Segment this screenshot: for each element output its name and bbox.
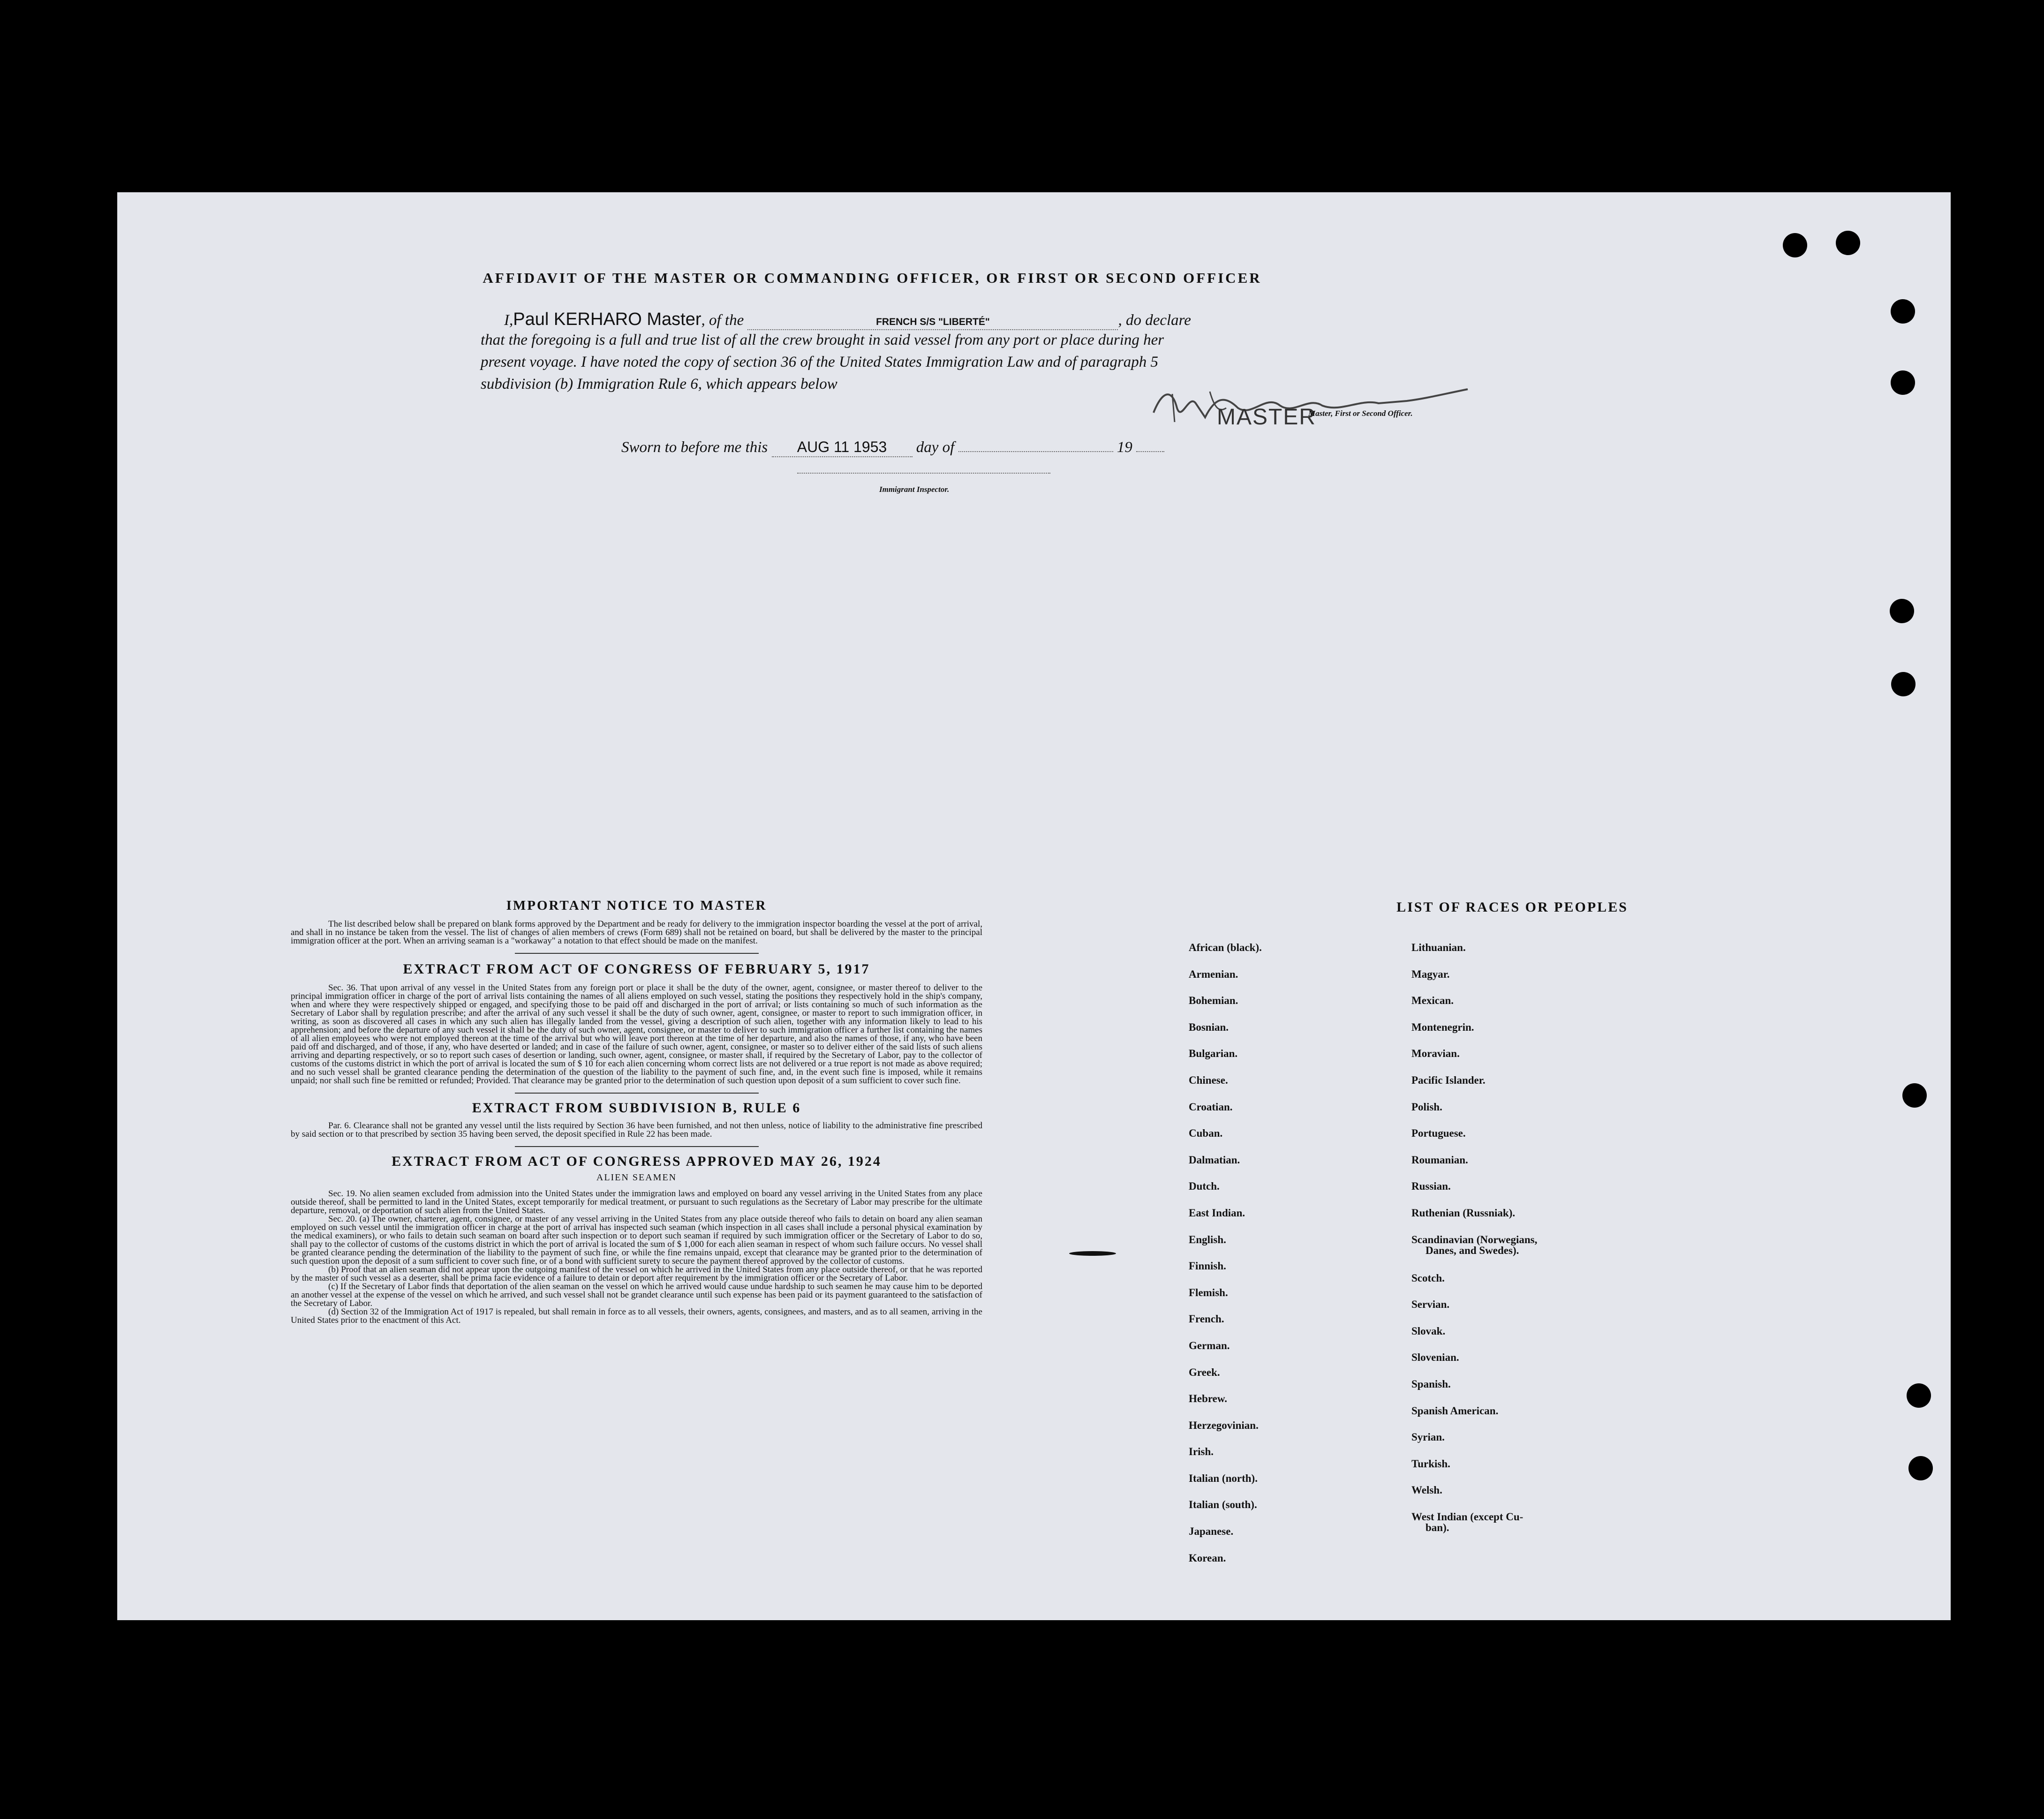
race-item: Bosnian. <box>1189 1021 1229 1033</box>
act-1917-title: EXTRACT FROM ACT OF CONGRESS OF FEBRUARY 5, 1917 <box>403 961 870 977</box>
race-item: Italian (north). <box>1189 1472 1258 1484</box>
ink-smudge <box>1069 1251 1116 1256</box>
sworn-date: AUG 11 1953 <box>797 438 887 455</box>
inspector-signature-line <box>797 473 1050 474</box>
sworn-year: 19 <box>1116 439 1132 456</box>
divider <box>515 1146 759 1147</box>
race-item: Montenegrin. <box>1411 1021 1474 1033</box>
race-item: Finnish. <box>1189 1260 1226 1272</box>
race-item: Pacific Islander. <box>1411 1074 1486 1086</box>
race-item: Dalmatian. <box>1189 1154 1240 1166</box>
race-item: ban). <box>1426 1521 1449 1533</box>
rule-6-title: EXTRACT FROM SUBDIVISION B, RULE 6 <box>472 1100 801 1116</box>
inspector-caption: Immigrant Inspector. <box>879 485 950 494</box>
notice-text: The list described below shall be prepared on blank forms approved by the Department and be ready for delivery to the immigration inspector boarding the vessel at the port of arrival, and shall in no instance be taken from the vessel. The list of changes of alien members of crews (Form 689) shall not be retained on board, but shall be delivered by the master to the principal immigration officer at the port. When an arriving seaman is a "workaway" a notation to that effect should be made on the manifest. <box>291 919 982 946</box>
race-item: Irish. <box>1189 1446 1214 1458</box>
act-1924-sec20a: Sec. 20. (a) The owner, charterer, agent, consignee, or master of any vessel arriving in the United States from any place outside thereof who fails to detain on board any alien seaman employed on such vessel until the immigration officer in charge at the port of arrival has inspected such seaman (which inspection in all cases shall include a personal physical examination by the medical examiners), or who fails to detain such seaman on board after such inspection or to deport such seaman if required by such immigration officer or the Secretary of Labor to do so, shall pay to the collector of customs of the customs district in which the port of arrival is located the sum of $ 1,000 for each alien seaman in respect of whom such failure occurs. No vessel shall be granted clearance pending the determination of the liability to the payment of such fine, or while the fine remains unpaid, except that clearance may be granted prior to the determination of such question upon the deposit of a sum sufficient to cover such fine, or of a bond with sufficient surety to secure the payment thereof approved by the collector of customs. <box>291 1214 982 1266</box>
punch-hole <box>1891 672 1916 696</box>
punch-hole <box>1907 1383 1931 1408</box>
race-item: Servian. <box>1411 1298 1450 1311</box>
master-name: Paul KERHARO Master <box>513 309 701 329</box>
race-item: German. <box>1189 1339 1230 1351</box>
rule-6-text: Par. 6. Clearance shall not be granted any vessel until the lists required by Section 36 have been furnished, and not then unless, notice of liability to the administrative fine prescribed by said section or to that prescribed by section 35 having been served, the deposit specified in Rule 22 has been made. <box>291 1121 982 1139</box>
notice-title: IMPORTANT NOTICE TO MASTER <box>506 898 767 913</box>
race-item: Bohemian. <box>1189 995 1238 1007</box>
affidavit-title: AFFIDAVIT OF THE MASTER OR COMMANDING OFFICER, OR FIRST OR SECOND OFFICER <box>483 270 1262 286</box>
act-1924-sec20c: (c) If the Secretary of Labor finds that deportation of the alien seaman on the vessel on which he arrived would cause undue hardship to such seamen he may cause him to be deported an another vessel at the expense of the vessel on which he arrived, and such vessel shall not be grandet clearance until such expense has been paid or its payment guaranteed to the satisfaction of the Secretary of Labor. <box>291 1282 982 1308</box>
race-item: Chinese. <box>1189 1074 1228 1086</box>
signature-caption: Master, First or Second Officer. <box>1308 409 1413 418</box>
declaration-line-3: present voyage. I have noted the copy of section 36 of the United States Immigration Law and of paragraph 5 <box>481 354 1159 370</box>
punch-hole <box>1783 233 1807 257</box>
sworn-day-of: day of <box>916 439 955 456</box>
races-title: LIST OF RACES OR PEOPLES <box>1396 899 1628 915</box>
race-item: Dutch. <box>1189 1180 1220 1193</box>
race-item: Mexican. <box>1411 995 1454 1007</box>
divider <box>515 953 759 954</box>
race-item: French. <box>1189 1313 1224 1325</box>
declaration-end: , do declare <box>1118 312 1191 329</box>
race-item: Italian (south). <box>1189 1499 1257 1511</box>
declaration-connector: , of the <box>701 312 744 329</box>
notice-column <box>291 898 982 1325</box>
race-item: English. <box>1189 1233 1226 1245</box>
race-item: West Indian (except Cu- <box>1411 1510 1524 1523</box>
act-1924-subtitle: ALIEN SEAMEN <box>596 1172 677 1183</box>
race-item: Flemish. <box>1189 1286 1228 1298</box>
divider <box>515 1093 759 1094</box>
race-item: Bulgarian. <box>1189 1048 1238 1060</box>
race-item: Japanese. <box>1189 1525 1234 1538</box>
race-item: Turkish. <box>1411 1457 1450 1470</box>
act-1924-sec20b: (b) Proof that an alien seaman did not appear upon the outgoing manifest of the vessel on which he arrived in the United States from any place outside thereof, or that he was reported by the master of such vessel as a deserter, shall be prima facie evidence of a failure to detain or deport after requirement by the immigration officer or the Secretary of Labor. <box>291 1265 982 1283</box>
document-page <box>117 192 1951 1620</box>
race-item: Syrian. <box>1411 1431 1445 1443</box>
race-item: Magyar. <box>1411 968 1450 980</box>
races-column-2 <box>1411 935 1537 1539</box>
act-1924-sec20d: (d) Section 32 of the Immigration Act of 1917 is repealed, but shall remain in force as to all vessels, their owners, agents, consignees, and masters, and as to all seamen, arriving in the United States prior to the enactment of this Act. <box>291 1307 982 1325</box>
sworn-line <box>621 438 1164 457</box>
race-item: Danes, and Swedes). <box>1426 1244 1519 1256</box>
race-item: Korean. <box>1189 1552 1226 1564</box>
punch-hole <box>1902 1083 1927 1108</box>
race-item: Spanish American. <box>1411 1404 1499 1417</box>
punch-hole <box>1908 1456 1933 1480</box>
race-item: Slovenian. <box>1411 1351 1459 1364</box>
race-item: East Indian. <box>1189 1207 1245 1219</box>
declaration-pronoun: I, <box>504 312 513 329</box>
race-item: Russian. <box>1411 1180 1451 1193</box>
declaration-line-4: subdivision (b) Immigration Rule 6, which appears below <box>481 376 837 392</box>
race-item: African (black). <box>1189 942 1262 953</box>
declaration-line-1 <box>504 309 1191 330</box>
declaration-line-2: that the foregoing is a full and true list of all the crew brought in said vessel from any port or place during her <box>481 332 1164 348</box>
race-item: Lithuanian. <box>1411 942 1466 953</box>
race-item: Ruthenian (Russniak). <box>1411 1207 1516 1219</box>
vessel-name: FRENCH S/S "LIBERTÉ" <box>876 317 990 327</box>
sworn-label: Sworn to before me this <box>621 439 768 456</box>
act-1924-title: EXTRACT FROM ACT OF CONGRESS APPROVED MAY 26, 1924 <box>392 1154 882 1169</box>
punch-hole <box>1890 599 1914 623</box>
race-item: Herzegovinian. <box>1189 1419 1259 1431</box>
act-1924-sec19: Sec. 19. No alien seamen excluded from admission into the United States under the immigration laws and employed on board any vessel arriving in the United States from any place outside thereof, shall be permitted to land in the United States, except temporarily for medical treatment, or pursuant to such regulations as the Secretary of Labor may prescribe for the ultimate departure, removal, or deportation of such alien from the United States. <box>291 1189 982 1215</box>
race-item: Welsh. <box>1411 1484 1442 1496</box>
race-item: Polish. <box>1411 1101 1442 1113</box>
punch-hole <box>1891 370 1915 395</box>
race-item: Armenian. <box>1189 968 1238 980</box>
race-item: Portuguese. <box>1411 1127 1466 1140</box>
signature-stamp: MASTER <box>1217 405 1317 430</box>
race-item: Hebrew. <box>1189 1393 1227 1405</box>
race-item: Scandinavian (Norwegians, <box>1411 1233 1538 1245</box>
race-item: Roumanian. <box>1411 1154 1468 1166</box>
race-item: Cuban. <box>1189 1127 1223 1140</box>
races-column-1 <box>1189 935 1262 1571</box>
race-item: Slovak. <box>1411 1325 1446 1337</box>
act-1917-text: Sec. 36. That upon arrival of any vessel in the United States from any foreign port or place it shall be the duty of the owner, agent, consignee, or master thereof to deliver to the principal immigration officer in charge of the port of arrival lists containing the names of all aliens employed on such vessel, stating the positions they respectively hold in the ship's company, when and where they were respectively shipped or engaged, and specifying those to be paid off and discharged in the port of arrival; or lists containing so much of such information as the Secretary of Labor shall by regulation prescribe; and after the arrival of any such vessel it shall be the duty of such owner, agent, consignee, or master to report to such immigration officer, in writing, as soon as discovered all cases in which any such alien has illegally landed from the vessel, giving a description of such alien, together with any information likely to lead to his apprehension; and before the departure of any such vessel it shall be the duty of such owner, agent, consignee, or master to deliver to such immigration officer a further list containing the names of all alien employees who were not employed thereon at the time of the arrival but who will leave port thereon at the time of her departure, and also the names of those, if any, who have been paid off and discharged, and of those, if any, who have deserted or landed; and in case of the failure of such owner, agent, consignee, or master so to deliver either of the said lists of such aliens arriving and departing respectively, or so to report such cases of desertion or landing, such owner, agent, consignee, or master shall, if required by the Secretary of Labor, pay to the collector of customs of the customs district in which the port of arrival is located the sum of $ 10 for each alien concerning whom correct lists are not delivered or a true report is not made as above required; and no such vessel shall be granted clearance pending the determination of the question of the liability to the payment of such fine, and, in the event such fine is imposed, while it remains unpaid; nor shall such fine be remitted or refunded; Provided. That clearance may be granted prior to the determination of such question upon deposit of a sum sufficient to cover such fine. <box>291 983 982 1086</box>
punch-hole <box>1891 299 1915 324</box>
race-item: Croatian. <box>1189 1101 1233 1113</box>
race-item: Moravian. <box>1411 1048 1460 1060</box>
race-item: Greek. <box>1189 1366 1220 1378</box>
punch-hole <box>1836 231 1860 255</box>
race-item: Scotch. <box>1411 1272 1445 1284</box>
race-item: Spanish. <box>1411 1378 1451 1390</box>
